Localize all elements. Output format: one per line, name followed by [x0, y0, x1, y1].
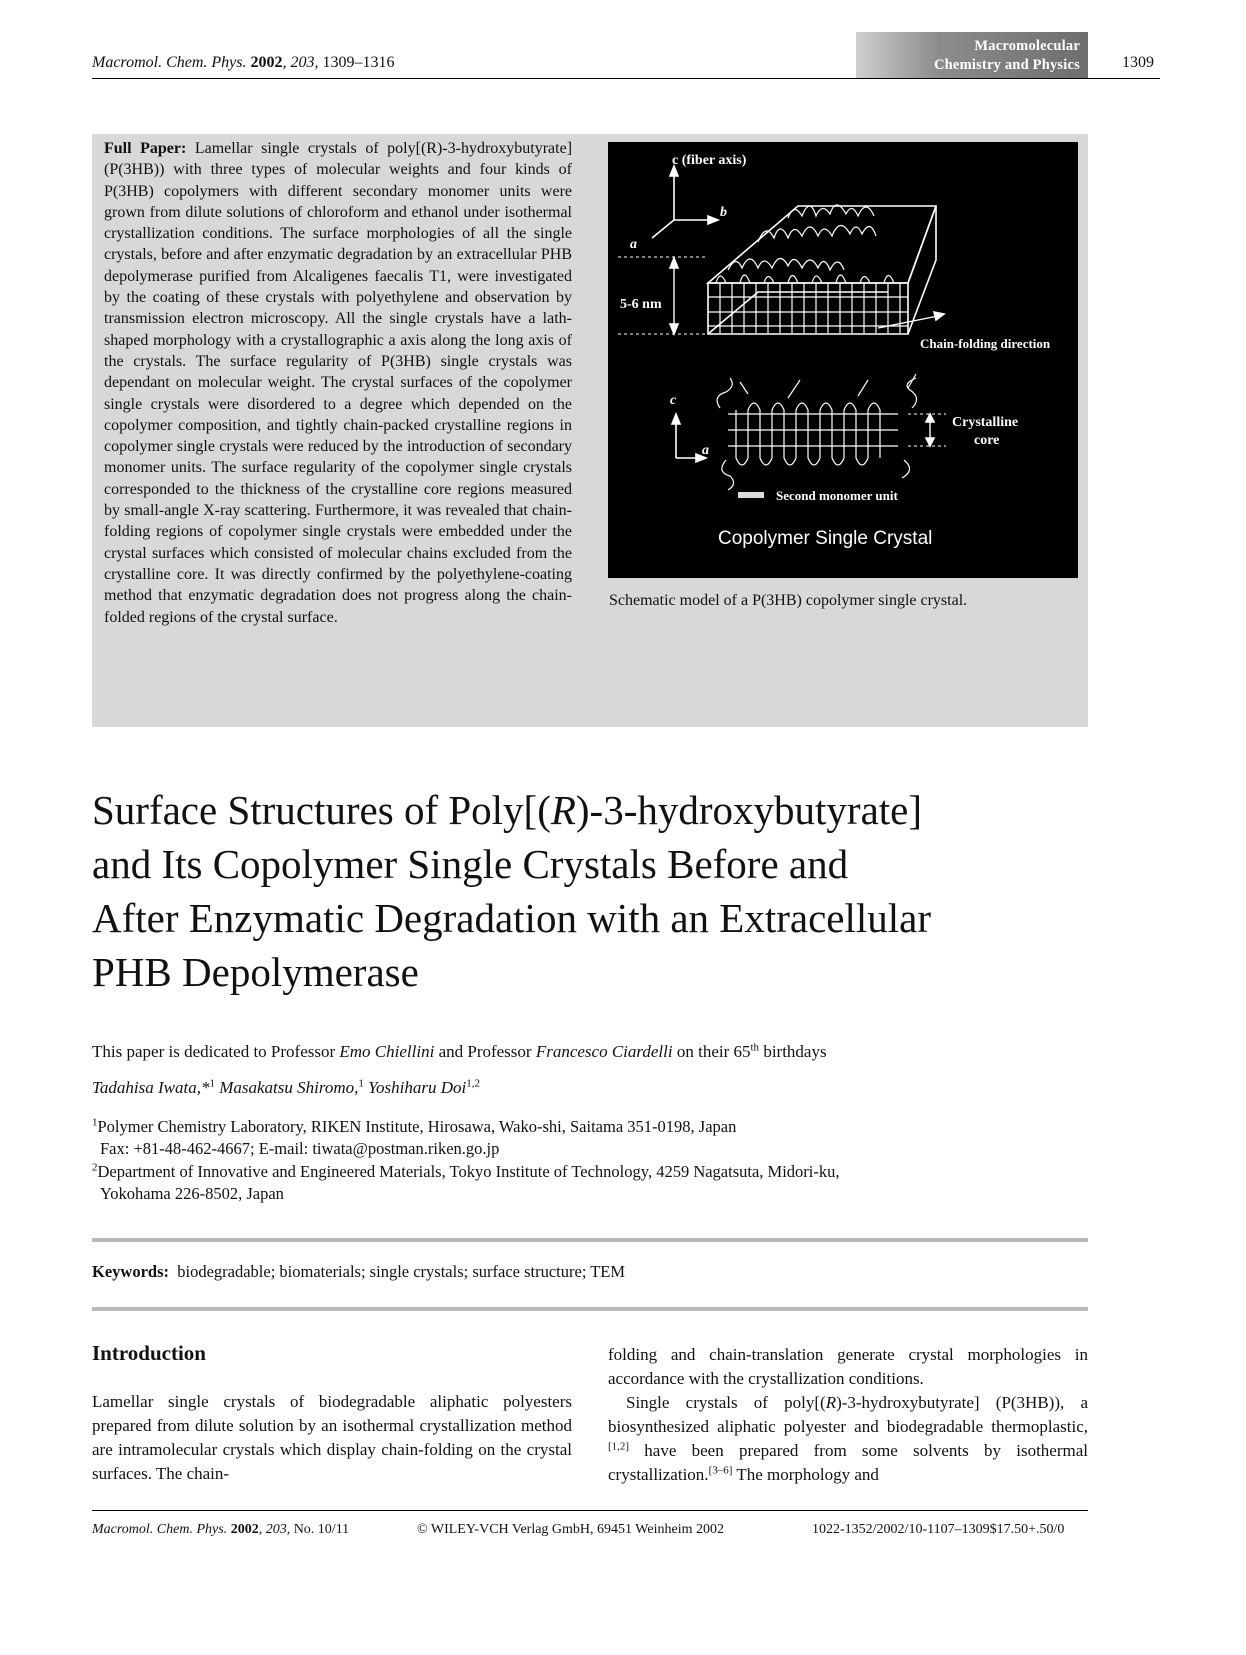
intro-right-column — [608, 1343, 1088, 1487]
logo-line-1: Macromolecular — [974, 38, 1080, 54]
running-header-citation: Macromol. Chem. Phys. 2002, 203, 1309–1316 — [92, 54, 395, 71]
intro-left-column: Lamellar single crystals of biodegradable aliphatic polyesters prepared from dilute solution by an isothermal crystallization method are intramolecular crystals which display chain-folding on the crystal surfaces. The chain- — [92, 1392, 572, 1483]
footer-divider — [92, 1510, 1088, 1511]
label-b: b — [720, 205, 727, 220]
label-core: core — [974, 433, 1000, 448]
logo-line-2: Chemistry and Physics — [934, 57, 1080, 73]
crystal-model-figure — [608, 142, 1078, 578]
intro-paragraph-2: Single crystals of poly[(R)-3-hydroxybutyrate] (P(3HB)), a biosynthesized aliphatic polyester and biodegradable thermoplastic,[1,2] have been prepared from some solvents by isothermal crystallization.[3–6] The morphology and — [608, 1393, 1088, 1484]
citation-ref[interactable]: [3–6] — [708, 1464, 733, 1477]
header-volume: 203 — [290, 54, 315, 71]
intro-paragraph-1: folding and chain-translation generate crystal morphologies in accordance with the crystallization conditions. — [608, 1345, 1088, 1388]
header-divider — [92, 78, 1160, 79]
author-1: Tadahisa Iwata,* — [92, 1078, 210, 1097]
label-thickness: 5-6 nm — [620, 297, 662, 312]
affiliation-2: $^2$Department of Innovative and Engineered Materials, Tokyo Institute of Technology, 4259 Nagatsuta, Midori-ku, Yokohama 226-8502, Japan — [92, 1161, 840, 1203]
label-crystalline: Crystalline — [952, 415, 1019, 430]
label-a: a — [630, 237, 637, 252]
footer-citation: Macromol. Chem. Phys. 2002, 203, No. 10/11 — [92, 1522, 350, 1537]
header-journal: Macromol. Chem. Phys. — [92, 54, 247, 71]
header-pages: 1309–1316 — [322, 54, 395, 71]
paper-title — [92, 783, 1092, 999]
section-heading-introduction: Introduction — [92, 1341, 206, 1365]
footer-publisher: © WILEY-VCH Verlag GmbH, 69451 Weinheim 2002 — [417, 1522, 724, 1537]
figure-caption: Schematic model of a P(3HB) copolymer single crystal. — [609, 592, 968, 609]
citation-ref[interactable]: [1,2] — [608, 1440, 630, 1453]
title-line-2: and Its Copolymer Single Crystals Before and — [92, 841, 849, 887]
title-line-3: After Enzymatic Degradation with an Extracellular — [92, 895, 931, 941]
title-line-4: PHB Depolymerase — [92, 949, 419, 995]
author-2: Masakatsu Shiromo, — [214, 1078, 359, 1097]
label-second-monomer-unit: Second monomer unit — [776, 488, 898, 503]
title-line-1: Surface Structures of Poly[(R)-3-hydroxybutyrate] — [92, 787, 923, 833]
label-c-lower: c — [670, 393, 677, 408]
keywords — [92, 1262, 625, 1282]
keywords-label: Keywords: — [92, 1262, 169, 1281]
dedication: This paper is dedicated to Professor Emo Chiellini and Professor Francesco Ciardelli on their 65th birthdays — [92, 1041, 827, 1061]
keywords-list: biodegradable; biomaterials; single crystals; surface structure; TEM — [177, 1262, 626, 1281]
journal-logo — [856, 32, 1088, 78]
affiliation-1: $^1$Polymer Chemistry Laboratory, RIKEN Institute, Hirosawa, Wako-shi, Saitama 351-0198, Japan Fax: +81-48-462-4667; E-mail: tiwata@postman.riken.go.jp — [92, 1116, 737, 1158]
header-year: 2002 — [250, 54, 283, 71]
author-list: Tadahisa Iwata,*$^1$ Masakatsu Shiromo,$^1$ Yoshiharu Doi$^{1,2}$ — [92, 1077, 480, 1097]
author-3: Yoshiharu Doi — [363, 1078, 467, 1097]
abstract-label: Full Paper: — [104, 140, 187, 157]
abstract-body: Lamellar single crystals of poly[(R)-3-hydroxybutyrate] (P(3HB)) with three types of molecular weights and four kinds of P(3HB) copolymers with different secondary monomer units were grown from dilute solutions of chloroform and ethanol under isothermal crystallization conditions. The surface morphologies of all the single crystals, before and after enzymatic degradation by an extracellular PHB depolymerase purified from Alcaligenes faecalis T1, were investigated by the coating of these crystals with polyethylene and observation by transmission electron microscopy. All the single crystals have a lath-shaped morphology with a crystallographic a axis along the long axis of the crystals. The surface regularity of P(3HB) single crystals was dependant on molecular weight. The crystal surfaces of the copolymer single crystals were disordered to a degree which depended on the copolymer composition, and tightly chain-packed crystalline regions in copolymer single crystals were reduced by the introduction of secondary monomer units. The surface regularity of the copolymer single crystals corresponded to the thickness of the crystalline core regions measured by small-angle X-ray scattering. Furthermore, it was revealed that chain-folding regions of copolymer single crystals were embedded under the crystal surfaces which consisted of molecular chains excluded from the crystalline core. It was directly confirmed by the polyethylene-coating method that enzymatic degradation does not progress along the chain-folded regions of the crystal surface. — [104, 140, 573, 626]
keywords-top-rule — [92, 1238, 1088, 1242]
label-chain-folding-direction: Chain-folding direction — [920, 336, 1051, 351]
label-a-lower: a — [702, 443, 709, 458]
page-number: 1309 — [1122, 54, 1154, 71]
label-c-fiber-axis: c (fiber axis) — [672, 153, 747, 168]
keywords-bottom-rule — [92, 1307, 1088, 1311]
abstract-text — [104, 138, 572, 628]
footer-code: 1022-1352/2002/10-1107–1309$17.50+.50/0 — [812, 1522, 1065, 1537]
figure-title: Copolymer Single Crystal — [718, 528, 933, 549]
